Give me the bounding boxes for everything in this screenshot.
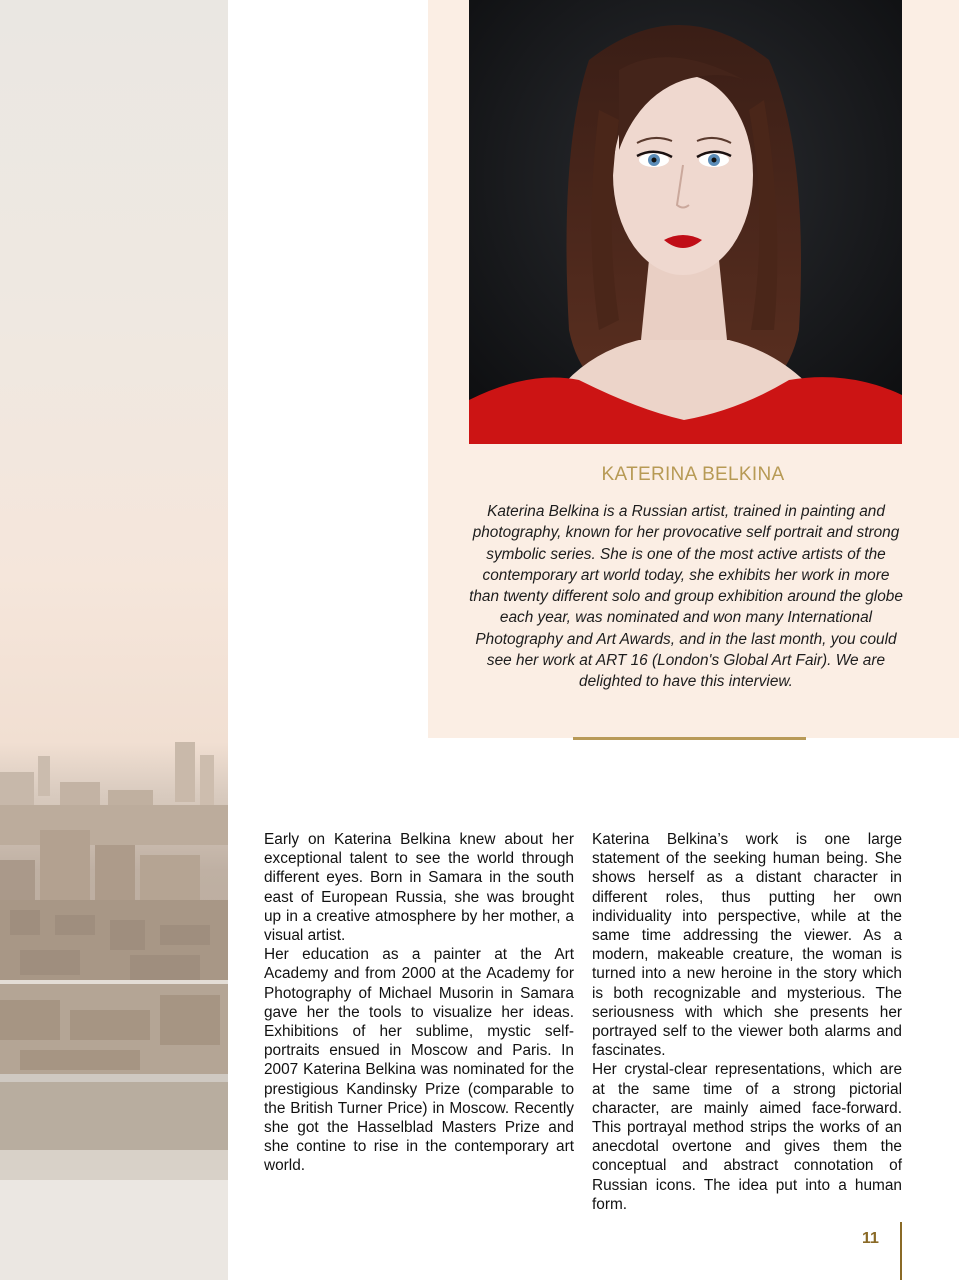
article-paragraph: Her crystal-clear representations, which are at the same time of a strong pictorial character, are mainly aimed face-forward. This portrayal method strips the works of an anecdotal overtone and gives them the conceptual and abstract connotation of Russian icons. The idea put into a human form. [592,1061,902,1213]
article-paragraph: Early on Katerina Belkina knew about her exceptional talent to see the world through different eyes. Born in Samara in the south east of European Russia, she was brought up in a creative atmosphere by her mother, a visual artist. [264,831,574,945]
article-column-left [264,830,574,1176]
divider-rule [573,737,806,740]
page-number: 11 [862,1230,879,1247]
artist-portrait-photo [469,0,902,444]
article-paragraph: Her education as a painter at the Art Academy and from 2000 at the Academy for Photography of Michael Musorin in Samara gave her the tools to visualize her ideas. Exhibitions of her sublime, mystic self-portraits ensued in Moscow and Paris. In 2007 Katerina Belkina was nominated for the prestigious Kandinsky Prize (comparable to the British Turner Price) in Moscow. Recently she got the Hasselblad Masters Prize and she contine to rise in the contemporary art world. [264,946,574,1175]
artist-name-heading: KATERINA BELKINA [601,464,785,485]
article-paragraph: Katerina Belkina’s work is one large statement of the seeking human being. She shows herself as a distant character in different roles, thus putting her own individuality into perspective, while at the same time addressing the viewer. As a modern, makeable creature, the woman is turned into a new heroine in the story which is both recognizable and mysterious. The seriousness with which she presents her portrayed self to the viewer both alarms and fascinates. [592,831,902,1060]
page-number-rule [900,1222,902,1280]
artist-intro-text: Katerina Belkina is a Russian artist, trained in painting and photography, known for her provocative self portrait and strong symbolic series. She is one of the most active artists of the contemporary art world today, she exhibits her work in more than twenty different solo and group exhibition around the globe each year, was nominated and won many International Photography and Art Awards, and in the last month, you could see her work at ART 16 (London's Global Art Fair). We are delighted to have this interview. [469,503,903,691]
city-skyline-photo [0,0,228,1280]
article-column-right [592,830,902,1214]
